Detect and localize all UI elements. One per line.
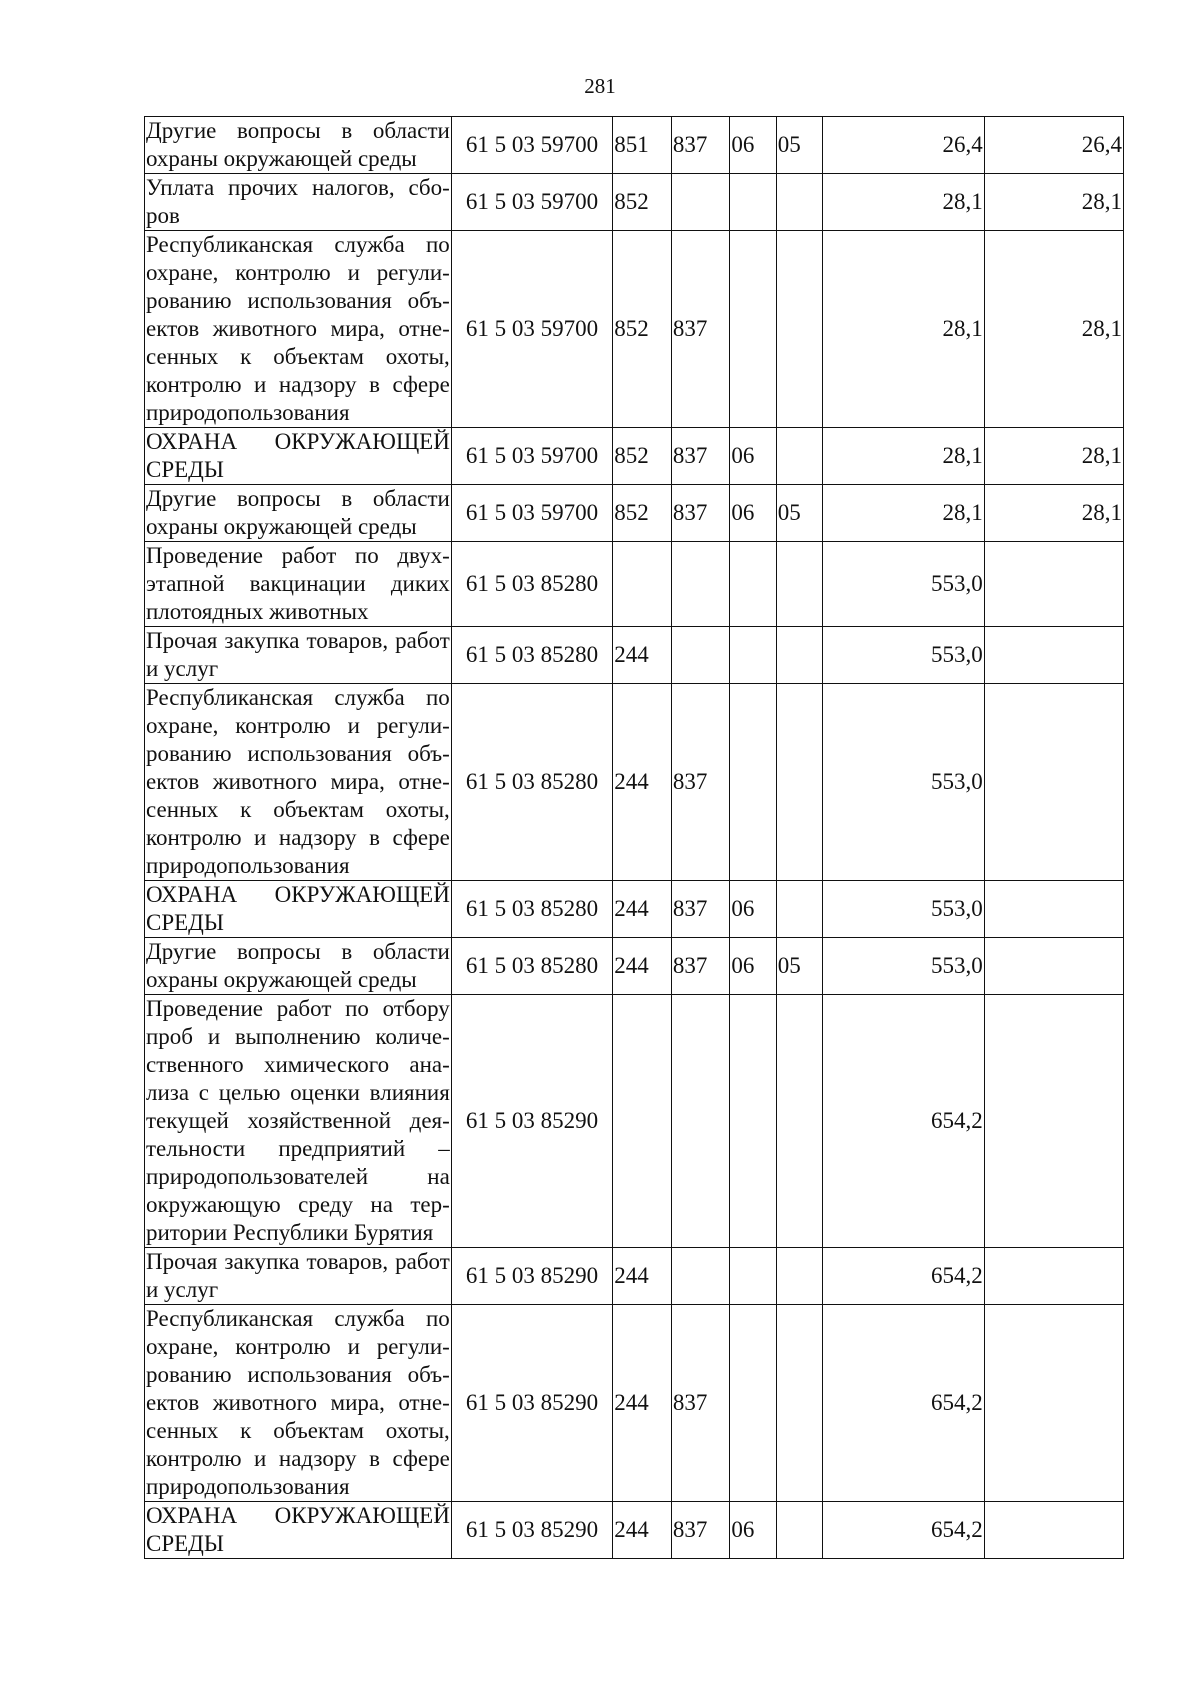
- expense-type-cell: 852: [613, 485, 672, 542]
- subsection-cell: [776, 542, 822, 627]
- row-name-cell: Республиканская служба по охране, контролю и регулированию использования объектов животного мира, отнесенных к объектам охоты, контролю и надзору в сфере природопользования: [145, 231, 452, 428]
- target-code-cell: 61 5 03 85290: [451, 1305, 612, 1502]
- expense-type-cell: 244: [613, 1248, 672, 1305]
- expense-type-cell: 244: [613, 1502, 672, 1559]
- amount-year1-cell: 553,0: [823, 881, 984, 938]
- administrator-code-cell: [671, 1248, 730, 1305]
- administrator-code-cell: [671, 995, 730, 1248]
- table-row: [145, 995, 1124, 1248]
- amount-year1-cell: 26,4: [823, 117, 984, 174]
- amount-year2-cell: [984, 684, 1123, 881]
- target-code-cell: 61 5 03 59700: [451, 117, 612, 174]
- table-row: [145, 627, 1124, 684]
- section-cell: 06: [730, 938, 776, 995]
- row-name-cell: Республиканская служба по охране, контролю и регулированию использования объектов животного мира, отнесенных к объектам охоты, контролю и надзору в сфере природопользования: [145, 1305, 452, 1502]
- amount-year2-cell: [984, 881, 1123, 938]
- target-code-cell: 61 5 03 59700: [451, 231, 612, 428]
- section-cell: 06: [730, 117, 776, 174]
- subsection-cell: [776, 174, 822, 231]
- subsection-cell: [776, 995, 822, 1248]
- subsection-cell: [776, 231, 822, 428]
- amount-year1-cell: 654,2: [823, 995, 984, 1248]
- row-name-cell: ОХРАНА ОКРУЖАЮЩЕЙ СРЕДЫ: [145, 428, 452, 485]
- table-row: [145, 684, 1124, 881]
- expense-type-cell: 244: [613, 684, 672, 881]
- amount-year2-cell: 28,1: [984, 428, 1123, 485]
- table-row: [145, 231, 1124, 428]
- target-code-cell: 61 5 03 85290: [451, 1502, 612, 1559]
- expense-type-cell: 244: [613, 938, 672, 995]
- amount-year2-cell: [984, 995, 1123, 1248]
- amount-year2-cell: [984, 1305, 1123, 1502]
- table-row: [145, 174, 1124, 231]
- expense-type-cell: 244: [613, 1305, 672, 1502]
- target-code-cell: 61 5 03 85280: [451, 881, 612, 938]
- administrator-code-cell: 837: [671, 428, 730, 485]
- expense-type-cell: 852: [613, 428, 672, 485]
- administrator-code-cell: 837: [671, 881, 730, 938]
- subsection-cell: 05: [776, 485, 822, 542]
- expense-type-cell: 244: [613, 881, 672, 938]
- section-cell: [730, 627, 776, 684]
- row-name-cell: Другие вопросы в области охраны окружающей среды: [145, 485, 452, 542]
- subsection-cell: 05: [776, 938, 822, 995]
- administrator-code-cell: 837: [671, 684, 730, 881]
- amount-year1-cell: 553,0: [823, 684, 984, 881]
- amount-year1-cell: 654,2: [823, 1502, 984, 1559]
- row-name-cell: ОХРАНА ОКРУЖАЮЩЕЙ СРЕДЫ: [145, 1502, 452, 1559]
- target-code-cell: 61 5 03 85280: [451, 684, 612, 881]
- budget-table: [144, 116, 1124, 1559]
- subsection-cell: [776, 428, 822, 485]
- administrator-code-cell: [671, 627, 730, 684]
- target-code-cell: 61 5 03 85290: [451, 1248, 612, 1305]
- amount-year1-cell: 28,1: [823, 428, 984, 485]
- table-row: [145, 542, 1124, 627]
- table-body: [145, 117, 1124, 1559]
- table-row: [145, 1502, 1124, 1559]
- table-row: [145, 117, 1124, 174]
- expense-type-cell: [613, 542, 672, 627]
- amount-year2-cell: [984, 938, 1123, 995]
- subsection-cell: [776, 684, 822, 881]
- row-name-cell: Проведение работ по отбору проб и выполнению количественного химического анализа с целью оценки влияния текущей хозяйственной деятельности предприятий – природопользователей на окружающую среду на территории Республики Бурятия: [145, 995, 452, 1248]
- section-cell: 06: [730, 428, 776, 485]
- amount-year1-cell: 654,2: [823, 1305, 984, 1502]
- target-code-cell: 61 5 03 59700: [451, 174, 612, 231]
- administrator-code-cell: 837: [671, 1502, 730, 1559]
- expense-type-cell: 851: [613, 117, 672, 174]
- target-code-cell: 61 5 03 59700: [451, 428, 612, 485]
- expense-type-cell: 852: [613, 174, 672, 231]
- table-row: [145, 938, 1124, 995]
- administrator-code-cell: 837: [671, 117, 730, 174]
- amount-year2-cell: 28,1: [984, 485, 1123, 542]
- administrator-code-cell: [671, 542, 730, 627]
- row-name-cell: Проведение работ по двухэтапной вакцинации диких плотоядных животных: [145, 542, 452, 627]
- amount-year2-cell: [984, 1502, 1123, 1559]
- section-cell: 06: [730, 1502, 776, 1559]
- section-cell: [730, 1248, 776, 1305]
- expense-type-cell: 852: [613, 231, 672, 428]
- amount-year2-cell: 28,1: [984, 174, 1123, 231]
- page-number: 281: [584, 74, 616, 98]
- amount-year2-cell: 26,4: [984, 117, 1123, 174]
- section-cell: [730, 174, 776, 231]
- administrator-code-cell: 837: [671, 1305, 730, 1502]
- row-name-cell: Республиканская служба по охране, контролю и регулированию использования объектов животного мира, отнесенных к объектам охоты, контролю и надзору в сфере природопользования: [145, 684, 452, 881]
- row-name-cell: Прочая закупка товаров, работ и услуг: [145, 627, 452, 684]
- amount-year2-cell: [984, 1248, 1123, 1305]
- section-cell: 06: [730, 881, 776, 938]
- expense-type-cell: [613, 995, 672, 1248]
- section-cell: 06: [730, 485, 776, 542]
- subsection-cell: [776, 627, 822, 684]
- amount-year1-cell: 553,0: [823, 627, 984, 684]
- row-name-cell: Другие вопросы в области охраны окружающей среды: [145, 117, 452, 174]
- amount-year1-cell: 28,1: [823, 174, 984, 231]
- amount-year2-cell: [984, 627, 1123, 684]
- target-code-cell: 61 5 03 59700: [451, 485, 612, 542]
- amount-year2-cell: [984, 542, 1123, 627]
- subsection-cell: [776, 1248, 822, 1305]
- amount-year1-cell: 553,0: [823, 938, 984, 995]
- target-code-cell: 61 5 03 85280: [451, 542, 612, 627]
- amount-year1-cell: 28,1: [823, 231, 984, 428]
- subsection-cell: [776, 1502, 822, 1559]
- section-cell: [730, 995, 776, 1248]
- subsection-cell: [776, 1305, 822, 1502]
- table-row: [145, 428, 1124, 485]
- table-row: [145, 485, 1124, 542]
- row-name-cell: ОХРАНА ОКРУЖАЮЩЕЙ СРЕДЫ: [145, 881, 452, 938]
- subsection-cell: [776, 881, 822, 938]
- amount-year1-cell: 28,1: [823, 485, 984, 542]
- subsection-cell: 05: [776, 117, 822, 174]
- administrator-code-cell: 837: [671, 938, 730, 995]
- table-row: [145, 1248, 1124, 1305]
- administrator-code-cell: [671, 174, 730, 231]
- section-cell: [730, 1305, 776, 1502]
- amount-year1-cell: 654,2: [823, 1248, 984, 1305]
- amount-year1-cell: 553,0: [823, 542, 984, 627]
- row-name-cell: Другие вопросы в области охраны окружающей среды: [145, 938, 452, 995]
- section-cell: [730, 231, 776, 428]
- target-code-cell: 61 5 03 85280: [451, 627, 612, 684]
- table-row: [145, 881, 1124, 938]
- amount-year2-cell: 28,1: [984, 231, 1123, 428]
- table-row: [145, 1305, 1124, 1502]
- row-name-cell: Уплата прочих налогов, сборов: [145, 174, 452, 231]
- section-cell: [730, 542, 776, 627]
- expense-type-cell: 244: [613, 627, 672, 684]
- section-cell: [730, 684, 776, 881]
- administrator-code-cell: 837: [671, 231, 730, 428]
- target-code-cell: 61 5 03 85280: [451, 938, 612, 995]
- administrator-code-cell: 837: [671, 485, 730, 542]
- target-code-cell: 61 5 03 85290: [451, 995, 612, 1248]
- row-name-cell: Прочая закупка товаров, работ и услуг: [145, 1248, 452, 1305]
